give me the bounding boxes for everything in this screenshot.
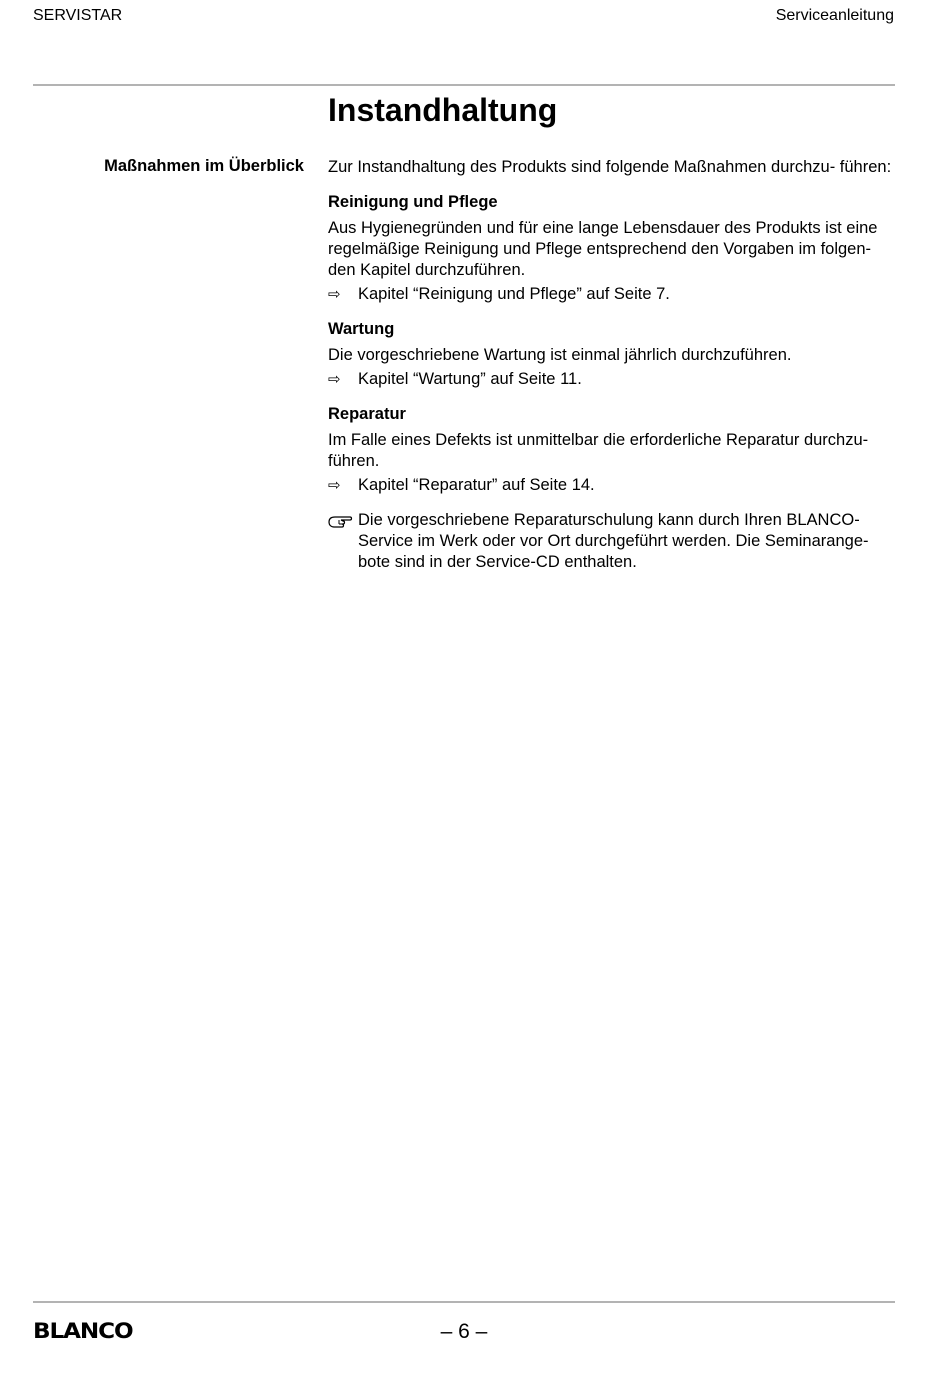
header-product: SERVISTAR — [33, 7, 123, 24]
note-block — [328, 510, 894, 573]
side-label: Maßnahmen im Überblick — [104, 157, 304, 175]
section-text-cleaning: Aus Hygienegründen und für eine lange Lebensdauer des Produkts ist eine regelmäßige Reinigung und Pflege entsprechend den Vorgaben im folgen- den Kapitel durchzuführen. — [328, 219, 878, 279]
header-divider — [33, 84, 895, 86]
reference-text: Kapitel “Reparatur” auf Seite 14. — [358, 476, 595, 494]
main-content — [328, 157, 894, 573]
arrow-reference-icon: ⇨ — [328, 371, 341, 388]
section-heading-cleaning: Reinigung und Pflege — [328, 193, 498, 211]
intro-text: Zur Instandhaltung des Produkts sind folgende Maßnahmen durchzu- führen: — [328, 158, 892, 176]
arrow-reference-icon: ⇨ — [328, 477, 341, 494]
page-number: – 6 – — [440, 1320, 488, 1343]
header-doc-type: Serviceanleitung — [775, 7, 894, 24]
reference-text: Kapitel “Wartung” auf Seite 11. — [358, 370, 582, 388]
brand-logo: BLANCO — [33, 1319, 133, 1343]
reference-repair[interactable] — [328, 475, 894, 496]
reference-text: Kapitel “Reinigung und Pflege” auf Seite 7. — [358, 285, 670, 303]
page-title: Instandhaltung — [328, 92, 558, 128]
section-text-repair: Im Falle eines Defekts ist unmittelbar die erforderliche Reparatur durchzu- führen. — [328, 431, 869, 470]
footer-divider — [33, 1301, 895, 1303]
pointing-hand-icon — [328, 513, 354, 529]
reference-maintenance[interactable] — [328, 369, 894, 390]
section-text-maintenance: Die vorgeschriebene Wartung ist einmal jährlich durchzuführen. — [328, 346, 792, 364]
note-text: Die vorgeschriebene Reparaturschulung kann durch Ihren BLANCO- Service im Werk oder vor Ort durchgeführt werden. Die Seminarange- bote sind in der Service-CD enthalten. — [358, 511, 869, 571]
reference-cleaning[interactable] — [328, 284, 894, 305]
section-heading-repair: Reparatur — [328, 405, 406, 423]
section-heading-maintenance: Wartung — [328, 320, 395, 338]
arrow-reference-icon: ⇨ — [328, 286, 341, 303]
